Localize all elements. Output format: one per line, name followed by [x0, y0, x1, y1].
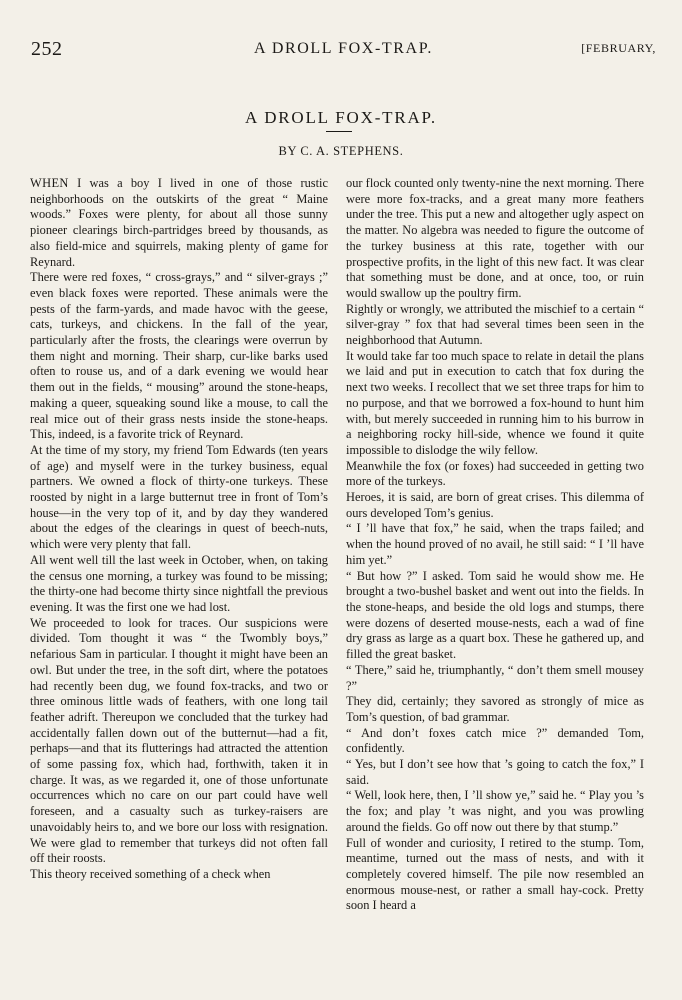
paragraph: All went well till the last week in October, when, on taking the census one morning, a turkey was found to be missing; the thirty-one had become thirty since nightfall the previous evening. It was the first one we had lost. [30, 552, 328, 614]
article-title: A DROLL FOX-TRAP. [245, 108, 437, 127]
paragraph: our flock counted only twenty-nine the next morning. There were more fox-tracks, and a great many more feathers under the tree. This put a new and altogether ugly aspect on the matter. No algebra was needed to figure the outcome of the turkey business at this rate, together with our prospective profits, in the light of this new fact. It was clear that something must be done, and at once, too, or ruin would swallow up the poultry firm. [346, 176, 644, 300]
paragraph: “ And don’t foxes catch mice ?” demanded Tom, confidently. [346, 725, 644, 756]
paragraph: At the time of my story, my friend Tom Edwards (ten years of age) and myself were in the turkey business, equal partners. We owned a flock of thirty-one turkeys. These roosted by night in a large butternut tree in front of Tom’s house—in the very top of it, and by day they wandered about the edges of the clearings in quest of beech-nuts, which were very plenty that fall. [30, 442, 328, 552]
issue-month: [FEBRUARY, [581, 41, 656, 55]
byline: BY C. A. STEPHENS. [278, 144, 404, 158]
paragraph: “ I ’ll have that fox,” he said, when the traps failed; and when the hound proved of no avail, he still said: “ I ’ll have him yet.” [346, 521, 644, 567]
paragraph: There were red foxes, “ cross-grays,” and “ silver-grays ;” even black foxes were reported. These animals were the pests of the farm-yards, and made havoc with the geese, cats, turkeys, and chickens. In the fall of the year, particularly after the frosts, the clearings were overrun by them night and morning. Their sharp, cur-like barks used often to rouse us, and of a dark evening we would hear them out in the fields, “ mousing” around the stone-heaps, making a queer, squeaking sound like a mouse, to call the real mice out of their grass nests inside the stone-heaps. This, indeed, is a favorite trick of Reynard. [30, 270, 328, 442]
running-title: A DROLL FOX-TRAP. [253, 40, 434, 57]
paragraph: It would take far too much space to relate in detail the plans we laid and put in execution to catch that fox during the next two weeks. I recollect that we set three traps for him to no purpose, and that we borrowed a fox-hound to hunt him with, but merely succeeded in running him to his burrow in a neighboring rocky hill-side, whence we found it quite impossible to dislodge the wily fellow. [346, 348, 644, 457]
paragraph: “ Yes, but I don’t see how that ’s going to catch the fox,” I said. [346, 757, 644, 787]
title-rule [326, 131, 352, 132]
page-number: 252 [31, 38, 63, 60]
paragraph: Meanwhile the fox (or foxes) had succeeded in getting two more of the turkeys. [346, 458, 644, 489]
paragraph: They did, certainly; they savored as strongly of mice as Tom’s question, of bad grammar. [346, 694, 644, 724]
drop-word: WHEN [30, 176, 69, 190]
paragraph: “ There,” said he, triumphantly, “ don’t them smell mousey ?” [346, 662, 644, 693]
right-column [346, 176, 644, 992]
paragraph: Rightly or wrongly, we attributed the mischief to a certain “ silver-gray ” fox that had several times been seen in the neighborhood that Autumn. [346, 301, 644, 348]
paragraph [30, 176, 328, 270]
paragraph: “ But how ?” I asked. Tom said he would show me. He brought a two-bushel basket and went out into the fields. In the stone-heaps, and beside the old logs and stumps, there were dozens of deserted mouse-nests, each a wad of fine dry grass as large as a quart box. These he gathered up, and filled the great basket. [346, 568, 644, 662]
paragraph: Full of wonder and curiosity, I retired to the stump. Tom, meantime, turned out the mass of nests, and with it completely covered himself. The pile now resembled an enormous mouse-nest, or rather a small hay-cock. Pretty soon I heard a [346, 835, 644, 913]
paragraph: Heroes, it is said, are born of great crises. This dilemma of ours developed Tom’s genius. [346, 490, 644, 520]
paragraph: We proceeded to look for traces. Our suspicions were divided. Tom thought it was “ the Twombly boys,” nefarious Sam in particular. I thought it might have been an owl. But under the tree, in the soft dirt, where the potatoes had recently been dug, we found fox-tracks, and two or three ominous little wads of feathers, with one long tail feather adrift. Thereupon we concluded that the turkey had accidentally fallen down out of the butternut—had a fit, perhaps—and that its flutterings had attracted the attention of some passing fox, which had, forthwith, taken it in charge. It was, as we regarded it, one of those unfortunate occurrences which no care on our part could have well foreseen, and a casualty such as turkey-raisers are unavoidably heirs to, and we bore our loss with resignation. We were glad to remember that turkeys did not often fall off their roosts. [30, 615, 328, 866]
paragraph: “ Well, look here, then, I ’ll show ye,” said he. “ Play you ’s the fox; and play ’t was night, and you was prowling around the fields. Go off now out there by that stump.” [346, 788, 644, 834]
left-column [30, 176, 328, 992]
running-head [31, 38, 656, 64]
paragraph-text: I was a boy I lived in one of those rustic neighborhoods on the outskirts of the great “ Maine woods.” Foxes were plenty, for about all those sunny pioneer clearings birch-partridges breed by thousands, as also field-mice and squirrels, making plenty of game for Reynard. [30, 176, 328, 269]
paragraph: This theory received something of a check when [30, 866, 271, 881]
